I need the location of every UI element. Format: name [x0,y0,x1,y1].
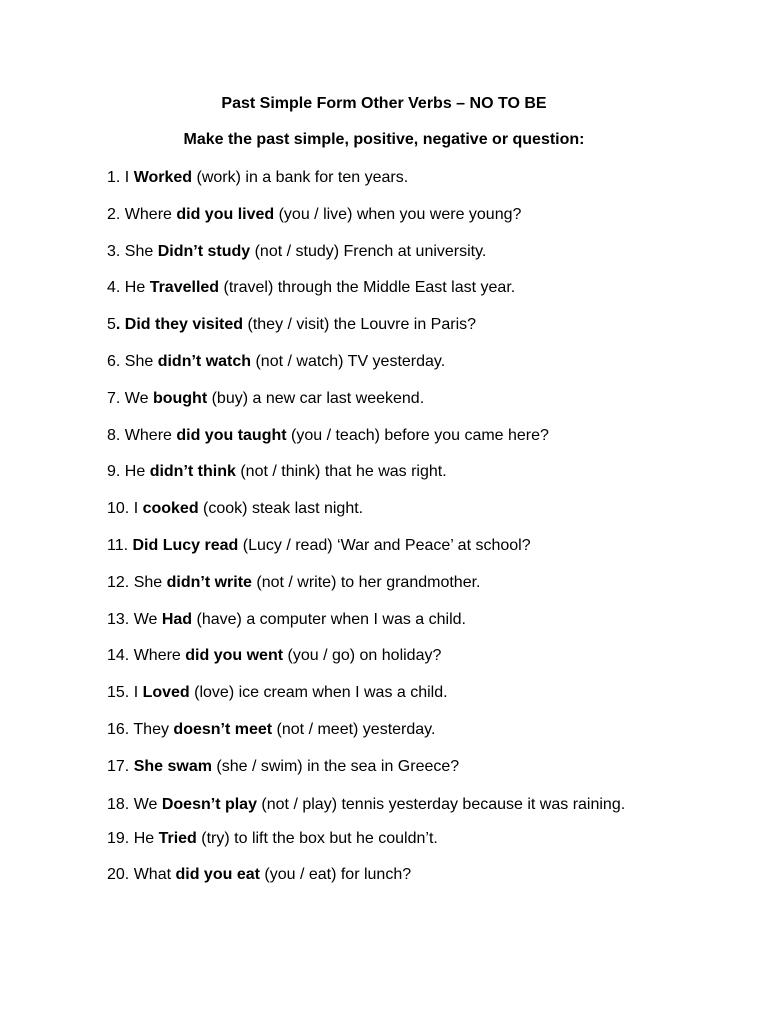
item-suffix: (buy) a new car last weekend. [207,389,425,407]
item-suffix: (not / study) French at university. [250,242,487,260]
item-answer: didn’t watch [157,352,252,370]
exercise-item-18 [107,792,647,817]
item-prefix: 12. She [107,573,167,591]
instruction-heading: Make the past simple, positive, negative or question: [183,131,585,148]
exercise-item-17 [107,755,647,779]
item-suffix: (Lucy / read) ‘War and Peace’ at school? [238,536,531,554]
item-suffix: (not / watch) TV yesterday. [251,352,446,370]
item-suffix: (cook) steak last night. [198,500,364,518]
exercise-item-4 [107,276,647,300]
item-prefix: 8. Where [107,426,177,444]
item-suffix: (not / meet) yesterday. [272,720,436,738]
item-suffix: (travel) through the Middle East last year. [219,279,516,297]
exercise-list [107,166,647,900]
exercise-item-8 [107,424,647,448]
item-answer: Doesn’t play [161,795,257,813]
exercise-item-5 [107,313,647,337]
page-title: Past Simple Form Other Verbs – NO TO BE [221,95,547,112]
item-answer: Tried [158,829,197,847]
item-prefix: 7. We [107,389,153,407]
item-prefix: 6. She [107,352,158,370]
item-suffix: (work) in a bank for ten years. [192,169,409,186]
item-prefix: 20. What [107,866,176,884]
exercise-item-3 [107,240,647,264]
item-answer: Worked [133,169,193,186]
item-prefix: 3. She [107,242,158,260]
item-answer: cooked [142,500,199,518]
item-answer: did you lived [176,205,275,223]
exercise-item-11 [107,534,647,558]
item-suffix: (not / think) that he was right. [235,463,447,481]
exercise-item-2 [107,203,647,227]
item-prefix: 11. [107,536,133,554]
item-prefix: 9. He [107,463,150,481]
item-prefix: 13. We [107,610,162,628]
exercise-item-1 [107,166,647,190]
exercise-item-19 [107,827,647,851]
exercise-item-6 [107,350,647,374]
exercise-item-9 [107,460,647,484]
item-suffix: (you / teach) before you came here? [286,426,549,444]
item-answer: Travelled [149,279,220,297]
item-answer: didn’t write [166,573,252,591]
item-prefix: 10. I [107,500,143,518]
exercise-item-16 [107,718,647,742]
exercise-item-12 [107,571,647,595]
item-suffix: (they / visit) the Louvre in Paris? [243,316,477,334]
item-prefix: 19. He [107,829,159,847]
item-suffix: (love) ice cream when I was a child. [189,684,448,702]
item-prefix: 2. Where [107,205,177,223]
item-answer: did you taught [176,426,287,444]
item-prefix: 5 [107,316,116,334]
item-answer: doesn’t meet [173,720,273,738]
item-answer: did you went [185,647,284,665]
item-suffix: (have) a computer when I was a child. [192,610,466,628]
item-suffix: (she / swim) in the sea in Greece? [211,757,460,775]
item-answer: . Did they visited [115,316,244,334]
item-answer: didn’t think [149,463,236,481]
item-prefix: 18. We [107,795,162,813]
item-prefix: 16. They [107,720,174,738]
item-prefix: 15. I [107,684,143,702]
exercise-item-10 [107,497,647,521]
item-answer: Did Lucy read [132,536,239,554]
item-answer: She swam [133,757,212,775]
item-prefix: 4. He [107,279,150,297]
item-answer: Loved [142,684,190,702]
item-prefix: 1. I [107,169,134,186]
item-suffix: (try) to lift the box but he couldn’t. [196,829,438,847]
item-prefix: 17. [107,757,134,775]
item-suffix: (not / play) tennis yesterday because it was raining. [256,795,626,813]
exercise-item-7 [107,387,647,411]
exercise-item-20 [107,863,647,887]
item-suffix: (not / write) to her grandmother. [251,573,481,591]
item-answer: bought [152,389,208,407]
exercise-item-15 [107,681,647,705]
item-suffix: (you / eat) for lunch? [259,866,412,884]
item-answer: Didn’t study [157,242,251,260]
item-prefix: 14. Where [107,647,186,665]
item-answer: did you eat [175,866,260,884]
item-suffix: (you / go) on holiday? [283,647,442,665]
exercise-item-13 [107,608,647,632]
exercise-item-14 [107,644,647,668]
item-answer: Had [161,610,193,628]
item-suffix: (you / live) when you were young? [274,205,522,223]
